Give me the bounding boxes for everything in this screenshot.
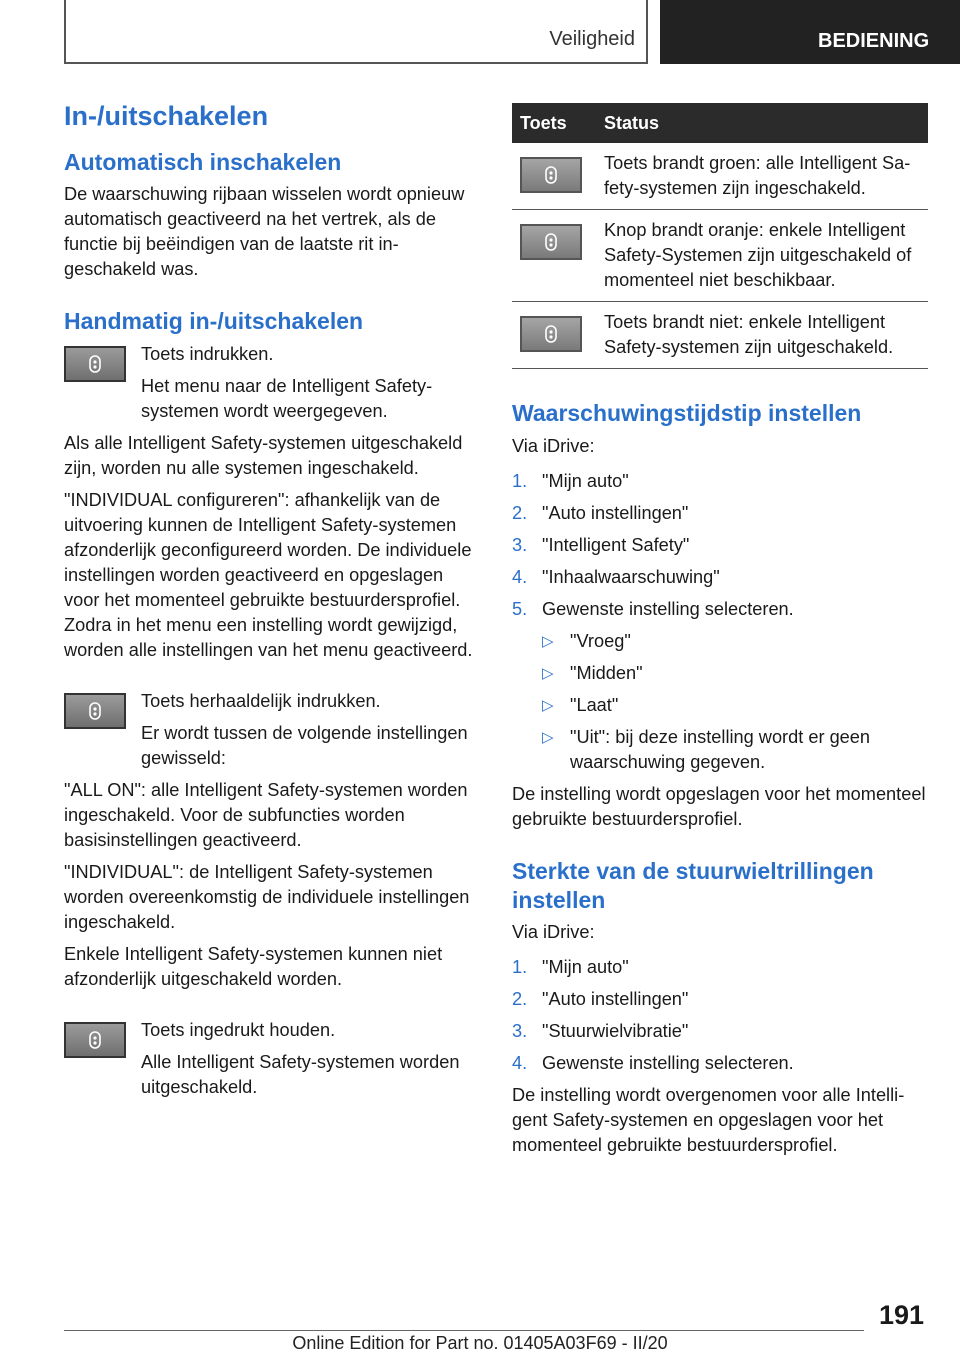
table-header-status: Status (596, 103, 928, 143)
key-press-result: Het menu naar de Intelligent Safety-systemen wordt weergegeven. (141, 376, 433, 422)
vibration-steps (512, 955, 928, 1076)
header-section-title: Veiligheid (549, 28, 635, 50)
list-item: ▷ "Midden" (512, 661, 928, 686)
warning-time-note: De instelling wordt opgeslagen voor het momenteel gebruikte bestuurdersprofiel. (512, 783, 926, 829)
list-item: 5. Gewenste instelling selecteren. (512, 598, 794, 619)
vibration-note: De instelling wordt overgenomen voor alle Intelligent Safety-systemen en opgeslagen voor het momenteel gebruikte bestuurdersprofiel. (512, 1085, 905, 1156)
vibration-heading: Sterkte van de stuurwieltrillingen instellen (512, 857, 874, 913)
key-repeat-block (64, 689, 480, 771)
key-hold-block (64, 1018, 480, 1100)
all-off-text: Als alle Intelligent Safety-systemen uitgeschakeld zijn, worden nu alle systemen ingeschakeld. (64, 433, 463, 479)
individual-text: "INDIVIDUAL": de Intelligent Safety-systemen worden overeenkomstig de individuele instellingen ingeschakeld. (64, 862, 470, 933)
safety-button-icon (64, 1022, 126, 1058)
list-item: 3. "Stuurwielvibratie" (512, 1021, 689, 1042)
all-on-text: "ALL ON": alle Intelligent Safety-systemen worden ingeschakeld. Voor de subfuncties worden basisinstellingen geactiveerd. (64, 780, 468, 851)
table-row (512, 210, 928, 302)
list-item: 3. "Intelligent Safety" (512, 534, 690, 555)
list-item: ▷ "Laat" (512, 693, 928, 718)
left-column (64, 96, 480, 1107)
header-chapter-tab: BEDIENING (660, 0, 960, 64)
safety-button-icon (64, 693, 126, 729)
key-hold-text: Toets ingedrukt houden. (141, 1020, 336, 1041)
triangle-bullet-icon: ▷ (542, 632, 554, 650)
table-row (512, 302, 928, 369)
list-item: 2. "Auto instellingen" (512, 502, 689, 523)
warning-time-heading: Waarschuwingstijdstip instellen (512, 400, 862, 426)
warning-time-via: Via iDrive: (512, 435, 595, 456)
warning-time-options (512, 629, 928, 775)
vibration-via: Via iDrive: (512, 922, 595, 943)
safety-button-icon (64, 346, 126, 382)
triangle-bullet-icon: ▷ (542, 696, 554, 714)
table-cell-status: Knop brandt oranje: enkele Intelligent Safety-Systemen zijn uitgeschakeld of momenteel niet beschikbaar. (596, 210, 928, 302)
key-repeat-text: Toets herhaaldelijk indrukken. (141, 691, 381, 712)
status-table (512, 103, 928, 369)
button-orange-icon (520, 224, 582, 260)
table-header-key: Toets (512, 103, 596, 143)
button-green-icon (520, 157, 582, 193)
list-item: 1. "Mijn auto" (512, 957, 629, 978)
auto-switch-text: De waarschuwing rijbaan wisselen wordt opnieuw automatisch geactiveerd na het vertrek, als de functie bij beëindigen van de laatste rit ingeschakeld was. (64, 184, 465, 280)
triangle-bullet-icon: ▷ (542, 664, 554, 682)
triangle-bullet-icon: ▷ (542, 728, 554, 746)
list-item: ▷ "Vroeg" (512, 629, 928, 654)
list-item: 1. "Mijn auto" (512, 470, 629, 491)
manual-switch-heading: Handmatig in-/uitschakelen (64, 308, 364, 335)
page-title: In-/uitschakelen (64, 101, 269, 131)
list-item: ▷ "Uit": bij deze instelling wordt er geen waarschuwing gegeven. (542, 726, 871, 772)
table-row (512, 143, 928, 210)
key-press-text: Toets indrukken. (141, 344, 274, 365)
footer (0, 1333, 960, 1354)
footer-text: Online Edition for Part no. 01405A03F69 - II/20 (292, 1333, 668, 1353)
table-cell-status: Toets brandt groen: alle Intelligent Safety-systemen zijn ingeschakeld. (596, 143, 928, 210)
footer-rule (64, 1330, 864, 1331)
some-systems-text: Enkele Intelligent Safety-systemen kunnen niet afzonderlijk uitgeschakeld worden. (64, 944, 443, 990)
auto-switch-heading: Automatisch inschakelen (64, 148, 342, 175)
page-number: 191 (878, 1300, 924, 1330)
list-item: 4. "Inhaalwaarschuwing" (512, 566, 720, 587)
key-press-block (64, 342, 480, 424)
warning-time-steps (512, 469, 928, 622)
individual-config-text: "INDIVIDUAL configureren": afhankelijk van de uitvoering kunnen de Intelligent Safety-systemen afzonderlijk geconfigureerd worden. De individuele instellingen worden geactiveerd en opgeslagen voor het momenteel gebruikte bestuurdersprofiel. Zodra in het menu een instelling wordt gewijzigd, worden alle instellingen van het menu geactiveerd. (64, 490, 473, 661)
list-item: 2. "Auto instellingen" (512, 989, 689, 1010)
list-item: 4. Gewenste instelling selecteren. (512, 1053, 794, 1074)
button-off-icon (520, 316, 582, 352)
key-hold-result: Alle Intelligent Safety-systemen worden uitgeschakeld. (141, 1052, 460, 1098)
table-cell-status: Toets brandt niet: enkele Intelligent Safety-systemen zijn uitgeschakeld. (596, 302, 928, 369)
right-column (512, 103, 928, 1165)
key-repeat-result: Er wordt tussen de volgende instellingen gewisseld: (141, 723, 468, 769)
